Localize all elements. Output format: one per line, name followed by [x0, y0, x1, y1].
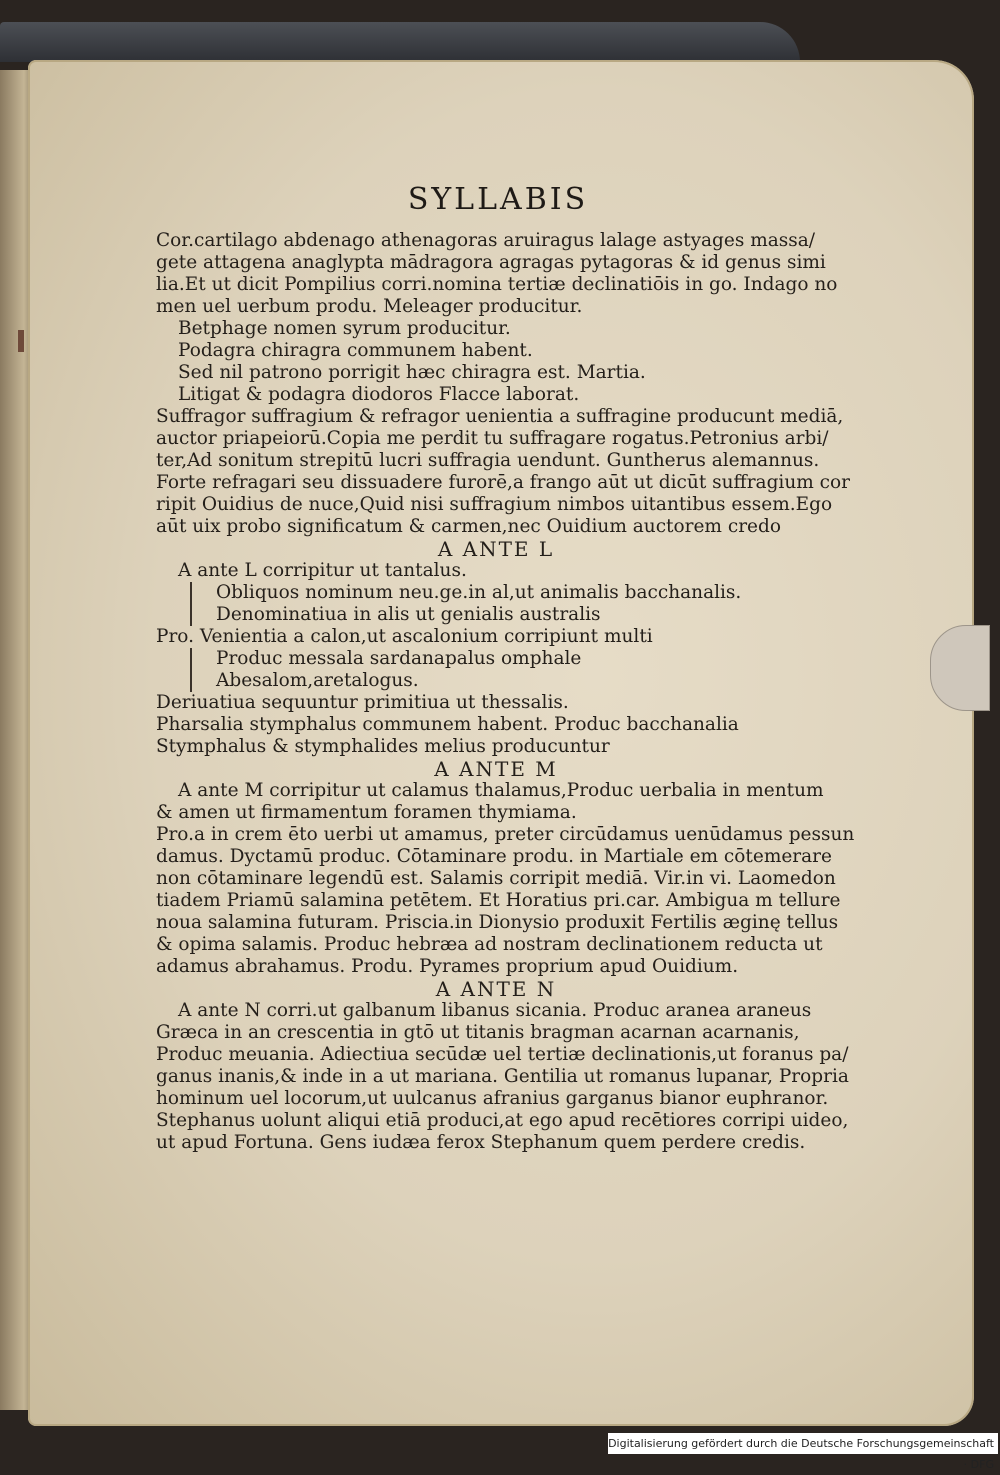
- text-line: Produc meuania. Adiectiua secūdæ uel tertiæ declinationis,ut foranus pa/: [156, 1044, 849, 1065]
- text-line: ripit Ouidius de nuce,Quid nisi suffragium nimbos uitantibus essem.Ego: [156, 494, 833, 515]
- book-page: [28, 60, 974, 1426]
- digitization-credit: Digitalisierung gefördert durch die Deutsche Forschungsgemeinschaft · DFG: [608, 1433, 998, 1454]
- text-line: ganus inanis,& inde in a ut mariana. Gentilia ut romanus lupanar, Propria: [156, 1066, 849, 1087]
- text-line: [156, 582, 836, 604]
- text-line: Græca in an crescentia in gtō ut titanis bragman acarnan acarnanis,: [156, 1022, 800, 1043]
- text-line: noua salamina futuram. Priscia.in Dionysio produxit Fertilis æginę tellus: [156, 912, 839, 933]
- text-line: & amen ut firmamentum foramen thymiama.: [156, 802, 577, 823]
- text-line: gete attagena anaglypta mādragora agragas pytagoras & id genus simi: [156, 252, 826, 273]
- text-line: & opima salamis. Produc hebræa ad nostram declinationem reducta ut: [156, 934, 823, 955]
- bookmark-strip: [18, 330, 24, 352]
- text-line: Stephanus uolunt aliqui etiā produci,at ego apud recētiores corripi uideo,: [156, 1110, 849, 1131]
- text-line: Litigat & podagra diodoros Flacce laborat.: [178, 384, 580, 405]
- text-line: [156, 604, 836, 626]
- text-line-content: Produc messala sardanapalus omphale: [216, 648, 582, 669]
- text-line: Betphage nomen syrum producitur.: [178, 318, 511, 339]
- text-line: non cōtaminare legendū est. Salamis corripit mediā. Vir.in vi. Laomedon: [156, 868, 836, 889]
- page-clip-tab: [930, 625, 990, 711]
- text-block: [156, 230, 855, 1154]
- text-line: A ante N corri.ut galbanum libanus sicania. Produc aranea araneus: [178, 1000, 812, 1021]
- text-line: Pro.a in crem ēto uerbi ut amamus, preter circūdamus uenūdamus pessun: [156, 824, 855, 845]
- brace-mark: [190, 604, 204, 626]
- text-line-content: Denominatiua in alis ut genialis australis: [216, 604, 601, 625]
- section-heading-a-ante-l: A ANTE L: [437, 537, 555, 561]
- text-line: adamus abrahamus. Produ. Pyrames proprium apud Ouidium.: [156, 956, 739, 977]
- text-line: damus. Dyctamū produc. Cōtaminare produ. in Martiale em cōtemerare: [156, 846, 832, 867]
- brace-mark: [190, 582, 204, 604]
- page-heading: SYLLABIS: [407, 182, 589, 217]
- text-line: A ante L corripitur ut tantalus.: [178, 560, 467, 581]
- book-cover-edge: [0, 22, 800, 62]
- text-line: Forte refragari seu dissuadere furorē,a frango aūt ut dicūt suffragium cor: [156, 472, 851, 493]
- brace-mark: [190, 648, 204, 670]
- text-line: Sed nil patrono porrigit hæc chiragra est. Martia.: [178, 362, 646, 383]
- text-line: [156, 648, 836, 670]
- text-line: [156, 670, 836, 692]
- text-line: Pharsalia stymphalus communem habent. Produc bacchanalia: [156, 714, 739, 735]
- section-heading-a-ante-n: A ANTE N: [435, 977, 557, 1001]
- text-line: Podagra chiragra communem habent.: [178, 340, 533, 361]
- text-line: A ante M corripitur ut calamus thalamus,Produc uerbalia in mentum: [178, 780, 824, 801]
- text-line: Stymphalus & stymphalides melius producuntur: [156, 736, 610, 757]
- text-line-content: Abesalom,aretalogus.: [216, 670, 419, 691]
- text-line-content: Obliquos nominum neu.ge.in al,ut animalis bacchanalis.: [216, 582, 742, 603]
- text-line: ut apud Fortuna. Gens iudæa ferox Stephanum quem perdere credis.: [156, 1132, 806, 1153]
- text-line: men uel uerbum produ. Meleager producitur.: [156, 296, 583, 317]
- text-line: tiadem Priamū salamina petētem. Et Horatius pri.car. Ambigua m tellure: [156, 890, 841, 911]
- brace-mark: [190, 670, 204, 692]
- text-line: Pro. Venientia a calon,ut ascalonium corripiunt multi: [156, 626, 653, 647]
- text-line: Suffragor suffragium & refragor uenientia a suffragine producunt mediā,: [156, 406, 844, 427]
- text-line: Cor.cartilago abdenago athenagoras aruiragus lalage astyages massa/: [156, 230, 816, 251]
- text-line: aūt uix probo significatum & carmen,nec Ouidium auctorem credo: [156, 516, 781, 537]
- section-heading-a-ante-m: A ANTE M: [434, 757, 558, 781]
- text-line: lia.Et ut dicit Pompilius corri.nomina tertiæ declinatiōis in go. Indago no: [156, 274, 838, 295]
- text-line: auctor priapeiorū.Copia me perdit tu suffragare rogatus.Petronius arbi/: [156, 428, 829, 449]
- text-line: Deriuatiua sequuntur primitiua ut thessalis.: [156, 692, 569, 713]
- text-line: ter,Ad sonitum strepitū lucri suffragia uendunt. Guntherus alemannus.: [156, 450, 820, 471]
- text-line: hominum uel locorum,ut uulcanus afranius garganus bianor euphranor.: [156, 1088, 829, 1109]
